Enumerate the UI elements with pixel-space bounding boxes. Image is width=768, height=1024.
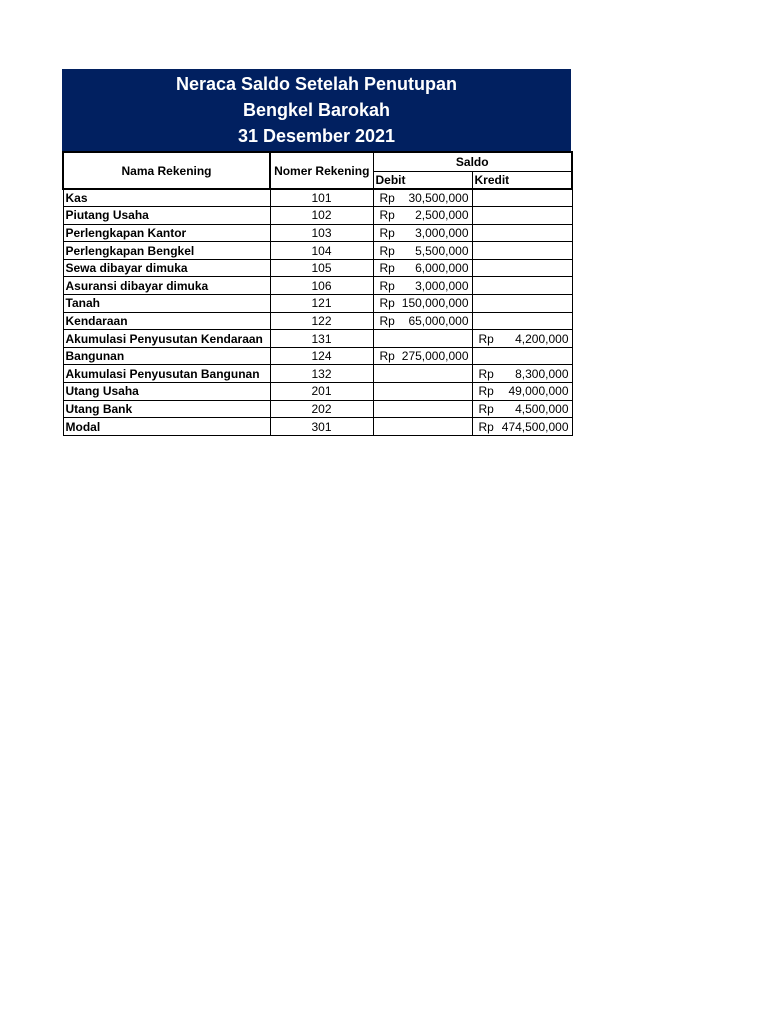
company-name: Bengkel Barokah	[242, 100, 391, 120]
credit-cell	[472, 277, 572, 295]
debit-cell	[373, 383, 472, 401]
currency-symbol: Rp	[379, 261, 395, 276]
amount-wrapper	[479, 384, 569, 398]
column-header-balance: Saldo	[373, 152, 572, 171]
debit-cell	[373, 207, 472, 225]
column-header-debit: Debit	[373, 171, 472, 189]
currency-symbol: Rp	[379, 243, 395, 258]
trial-balance-sheet	[62, 69, 571, 436]
report-date: 31 Desember 2021	[237, 126, 396, 146]
amount-wrapper	[380, 261, 469, 275]
credit-cell	[472, 400, 572, 418]
amount-wrapper	[380, 296, 469, 310]
debit-cell	[373, 189, 472, 207]
account-name-cell: Sewa dibayar dimuka	[63, 259, 270, 277]
account-number-cell: 124	[270, 347, 373, 365]
credit-cell	[472, 330, 572, 348]
table-row	[63, 277, 572, 295]
currency-symbol: Rp	[379, 278, 395, 293]
currency-symbol: Rp	[478, 401, 494, 416]
debit-cell	[373, 347, 472, 365]
column-header-account-number: Nomer Rekening	[270, 152, 373, 189]
account-number-cell: 101	[270, 189, 373, 207]
debit-cell	[373, 259, 472, 277]
table-row	[63, 224, 572, 242]
currency-symbol: Rp	[379, 296, 395, 311]
account-name-cell: Bangunan	[63, 347, 270, 365]
account-name-cell: Akumulasi Penyusutan Kendaraan	[63, 330, 270, 348]
account-number-cell: 202	[270, 400, 373, 418]
credit-cell	[472, 347, 572, 365]
table-row	[63, 295, 572, 313]
credit-cell	[472, 418, 572, 436]
currency-symbol: Rp	[478, 366, 494, 381]
credit-amount: 474,500,000	[501, 419, 569, 434]
amount-wrapper	[380, 226, 469, 240]
debit-cell	[373, 330, 472, 348]
account-number-cell: 102	[270, 207, 373, 225]
column-header-credit: Kredit	[472, 171, 572, 189]
debit-cell	[373, 365, 472, 383]
currency-symbol: Rp	[478, 419, 494, 434]
account-number-cell: 121	[270, 295, 373, 313]
credit-cell	[472, 259, 572, 277]
account-name-cell: Utang Bank	[63, 400, 270, 418]
account-number-cell: 122	[270, 312, 373, 330]
debit-amount: 30,500,000	[408, 191, 469, 206]
credit-amount: 49,000,000	[508, 384, 569, 399]
account-number-cell: 106	[270, 277, 373, 295]
credit-amount: 4,500,000	[515, 401, 569, 416]
debit-cell	[373, 277, 472, 295]
amount-wrapper	[380, 279, 469, 293]
account-name-cell: Perlengkapan Bengkel	[63, 242, 270, 260]
account-name-cell: Kendaraan	[63, 312, 270, 330]
debit-amount: 275,000,000	[401, 349, 469, 364]
credit-cell	[472, 224, 572, 242]
currency-symbol: Rp	[379, 313, 395, 328]
currency-symbol: Rp	[379, 225, 395, 240]
account-number-cell: 105	[270, 259, 373, 277]
account-name-cell: Akumulasi Penyusutan Bangunan	[63, 365, 270, 383]
table-body	[63, 189, 572, 435]
table-row	[63, 189, 572, 207]
amount-wrapper	[380, 349, 469, 363]
debit-amount: 3,000,000	[415, 278, 469, 293]
account-name-cell: Asuransi dibayar dimuka	[63, 277, 270, 295]
table-row	[63, 259, 572, 277]
account-number-cell: 132	[270, 365, 373, 383]
amount-wrapper	[479, 367, 569, 381]
credit-cell	[472, 207, 572, 225]
table-row	[63, 242, 572, 260]
account-name-cell: Perlengkapan Kantor	[63, 224, 270, 242]
amount-wrapper	[479, 332, 569, 346]
account-name-cell: Modal	[63, 418, 270, 436]
currency-symbol: Rp	[478, 331, 494, 346]
amount-wrapper	[380, 244, 469, 258]
table-row	[63, 207, 572, 225]
account-number-cell: 201	[270, 383, 373, 401]
account-name-cell: Utang Usaha	[63, 383, 270, 401]
credit-cell	[472, 242, 572, 260]
account-number-cell: 131	[270, 330, 373, 348]
debit-cell	[373, 400, 472, 418]
credit-amount: 8,300,000	[515, 366, 569, 381]
credit-cell	[472, 295, 572, 313]
credit-cell	[472, 189, 572, 207]
table-row	[63, 312, 572, 330]
credit-cell	[472, 383, 572, 401]
table-row	[63, 400, 572, 418]
debit-amount: 150,000,000	[401, 296, 469, 311]
account-name-cell: Tanah	[63, 295, 270, 313]
currency-symbol: Rp	[379, 349, 395, 364]
amount-wrapper	[479, 420, 569, 434]
table-row	[63, 365, 572, 383]
amount-wrapper	[380, 314, 469, 328]
account-name-cell: Kas	[63, 189, 270, 207]
report-title-block	[62, 69, 571, 151]
account-number-cell: 301	[270, 418, 373, 436]
debit-amount: 5,500,000	[415, 243, 469, 258]
column-header-account-name: Nama Rekening	[63, 152, 270, 189]
trial-balance-table	[62, 151, 573, 436]
report-title: Neraca Saldo Setelah Penutupan	[175, 74, 458, 94]
debit-amount: 3,000,000	[415, 225, 469, 240]
debit-amount: 65,000,000	[408, 313, 469, 328]
amount-wrapper	[479, 402, 569, 416]
currency-symbol: Rp	[379, 208, 395, 223]
table-row	[63, 347, 572, 365]
currency-symbol: Rp	[478, 384, 494, 399]
account-number-cell: 103	[270, 224, 373, 242]
debit-amount: 6,000,000	[415, 261, 469, 276]
debit-cell	[373, 224, 472, 242]
currency-symbol: Rp	[379, 191, 395, 206]
account-number-cell: 104	[270, 242, 373, 260]
debit-amount: 2,500,000	[415, 208, 469, 223]
debit-cell	[373, 242, 472, 260]
debit-cell	[373, 312, 472, 330]
debit-cell	[373, 295, 472, 313]
amount-wrapper	[380, 208, 469, 222]
table-row	[63, 418, 572, 436]
amount-wrapper	[380, 191, 469, 205]
credit-cell	[472, 312, 572, 330]
table-row	[63, 330, 572, 348]
table-row	[63, 383, 572, 401]
account-name-cell: Piutang Usaha	[63, 207, 270, 225]
credit-cell	[472, 365, 572, 383]
credit-amount: 4,200,000	[515, 331, 569, 346]
debit-cell	[373, 418, 472, 436]
